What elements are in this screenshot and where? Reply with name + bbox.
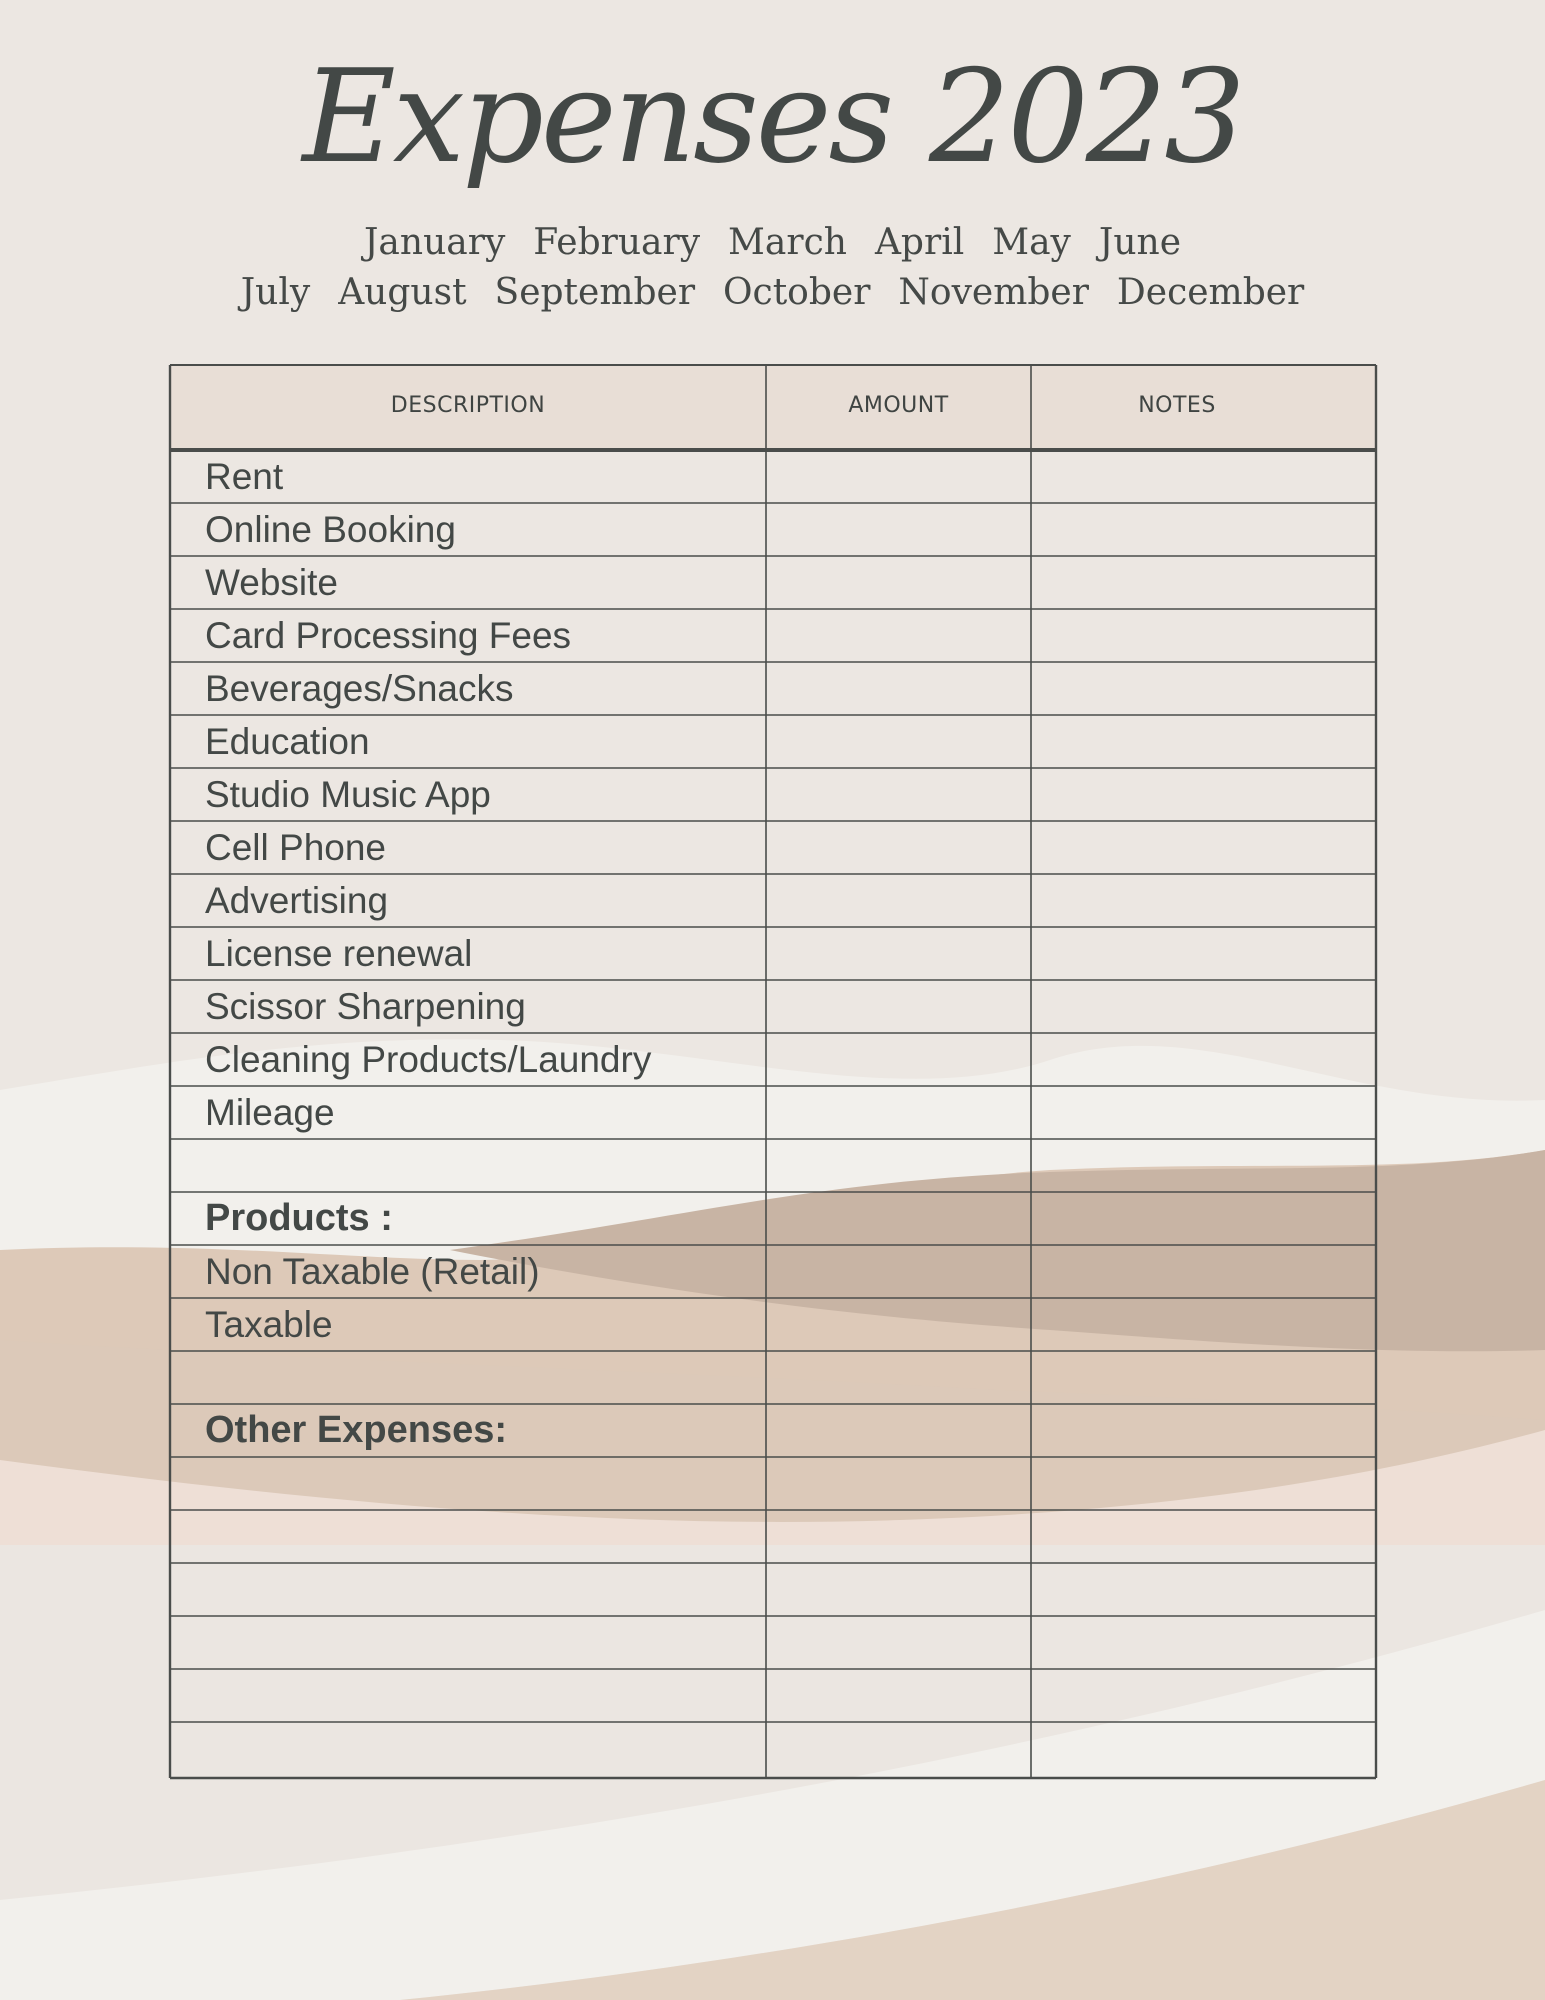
expense-row-label — [205, 1616, 765, 1669]
months-row-2 — [0, 272, 1545, 313]
expense-row-label — [205, 1139, 765, 1192]
month-row1-3: April — [874, 222, 965, 263]
month-row2-1: August — [338, 272, 467, 313]
month-row1-1: February — [533, 222, 701, 263]
column-header-description: DESCRIPTION — [390, 393, 546, 418]
expense-row-label — [205, 1669, 765, 1722]
month-row2-2: September — [494, 272, 696, 313]
expense-row-label: Taxable — [205, 1304, 333, 1345]
month-row2-3: October — [723, 272, 871, 313]
expense-row-label: Online Booking — [205, 509, 456, 550]
expense-row-label: Cleaning Products/Laundry — [205, 1039, 652, 1080]
month-row1-4: May — [992, 222, 1071, 263]
months-row-1 — [0, 222, 1545, 263]
month-row1-0: January — [364, 222, 506, 263]
month-row2-4: November — [898, 272, 1089, 313]
expense-row-label: License renewal — [205, 933, 473, 974]
expense-row-label — [205, 1457, 765, 1510]
expense-row-label: Advertising — [205, 880, 389, 921]
expense-row-label: Education — [205, 721, 370, 762]
expense-row-label — [205, 1722, 765, 1775]
month-row2-0: July — [240, 272, 311, 313]
section-label: Other Expenses: — [205, 1409, 507, 1451]
expense-row-label: Scissor Sharpening — [205, 986, 526, 1027]
expense-row-label: Rent — [205, 456, 284, 497]
expense-row-label: Card Processing Fees — [205, 615, 572, 656]
expense-row-label: Beverages/Snacks — [205, 668, 514, 709]
column-header-notes: NOTES — [1138, 393, 1216, 418]
expense-row-label: Mileage — [205, 1092, 335, 1133]
expense-row-label — [205, 1351, 765, 1404]
month-row1-2: March — [728, 222, 847, 263]
month-row2-5: December — [1116, 272, 1305, 313]
expense-row-label: Cell Phone — [205, 827, 387, 868]
expense-row-label: Non Taxable (Retail) — [205, 1251, 540, 1292]
expense-row-label — [205, 1563, 765, 1616]
page-title: Expenses 2023 — [302, 43, 1243, 192]
expense-row-label — [205, 1510, 765, 1563]
section-label: Products : — [205, 1197, 393, 1239]
column-header-amount: AMOUNT — [848, 393, 949, 418]
month-row1-5: June — [1098, 222, 1181, 263]
expense-row-label: Website — [205, 562, 338, 603]
expense-row-label: Studio Music App — [205, 774, 491, 815]
